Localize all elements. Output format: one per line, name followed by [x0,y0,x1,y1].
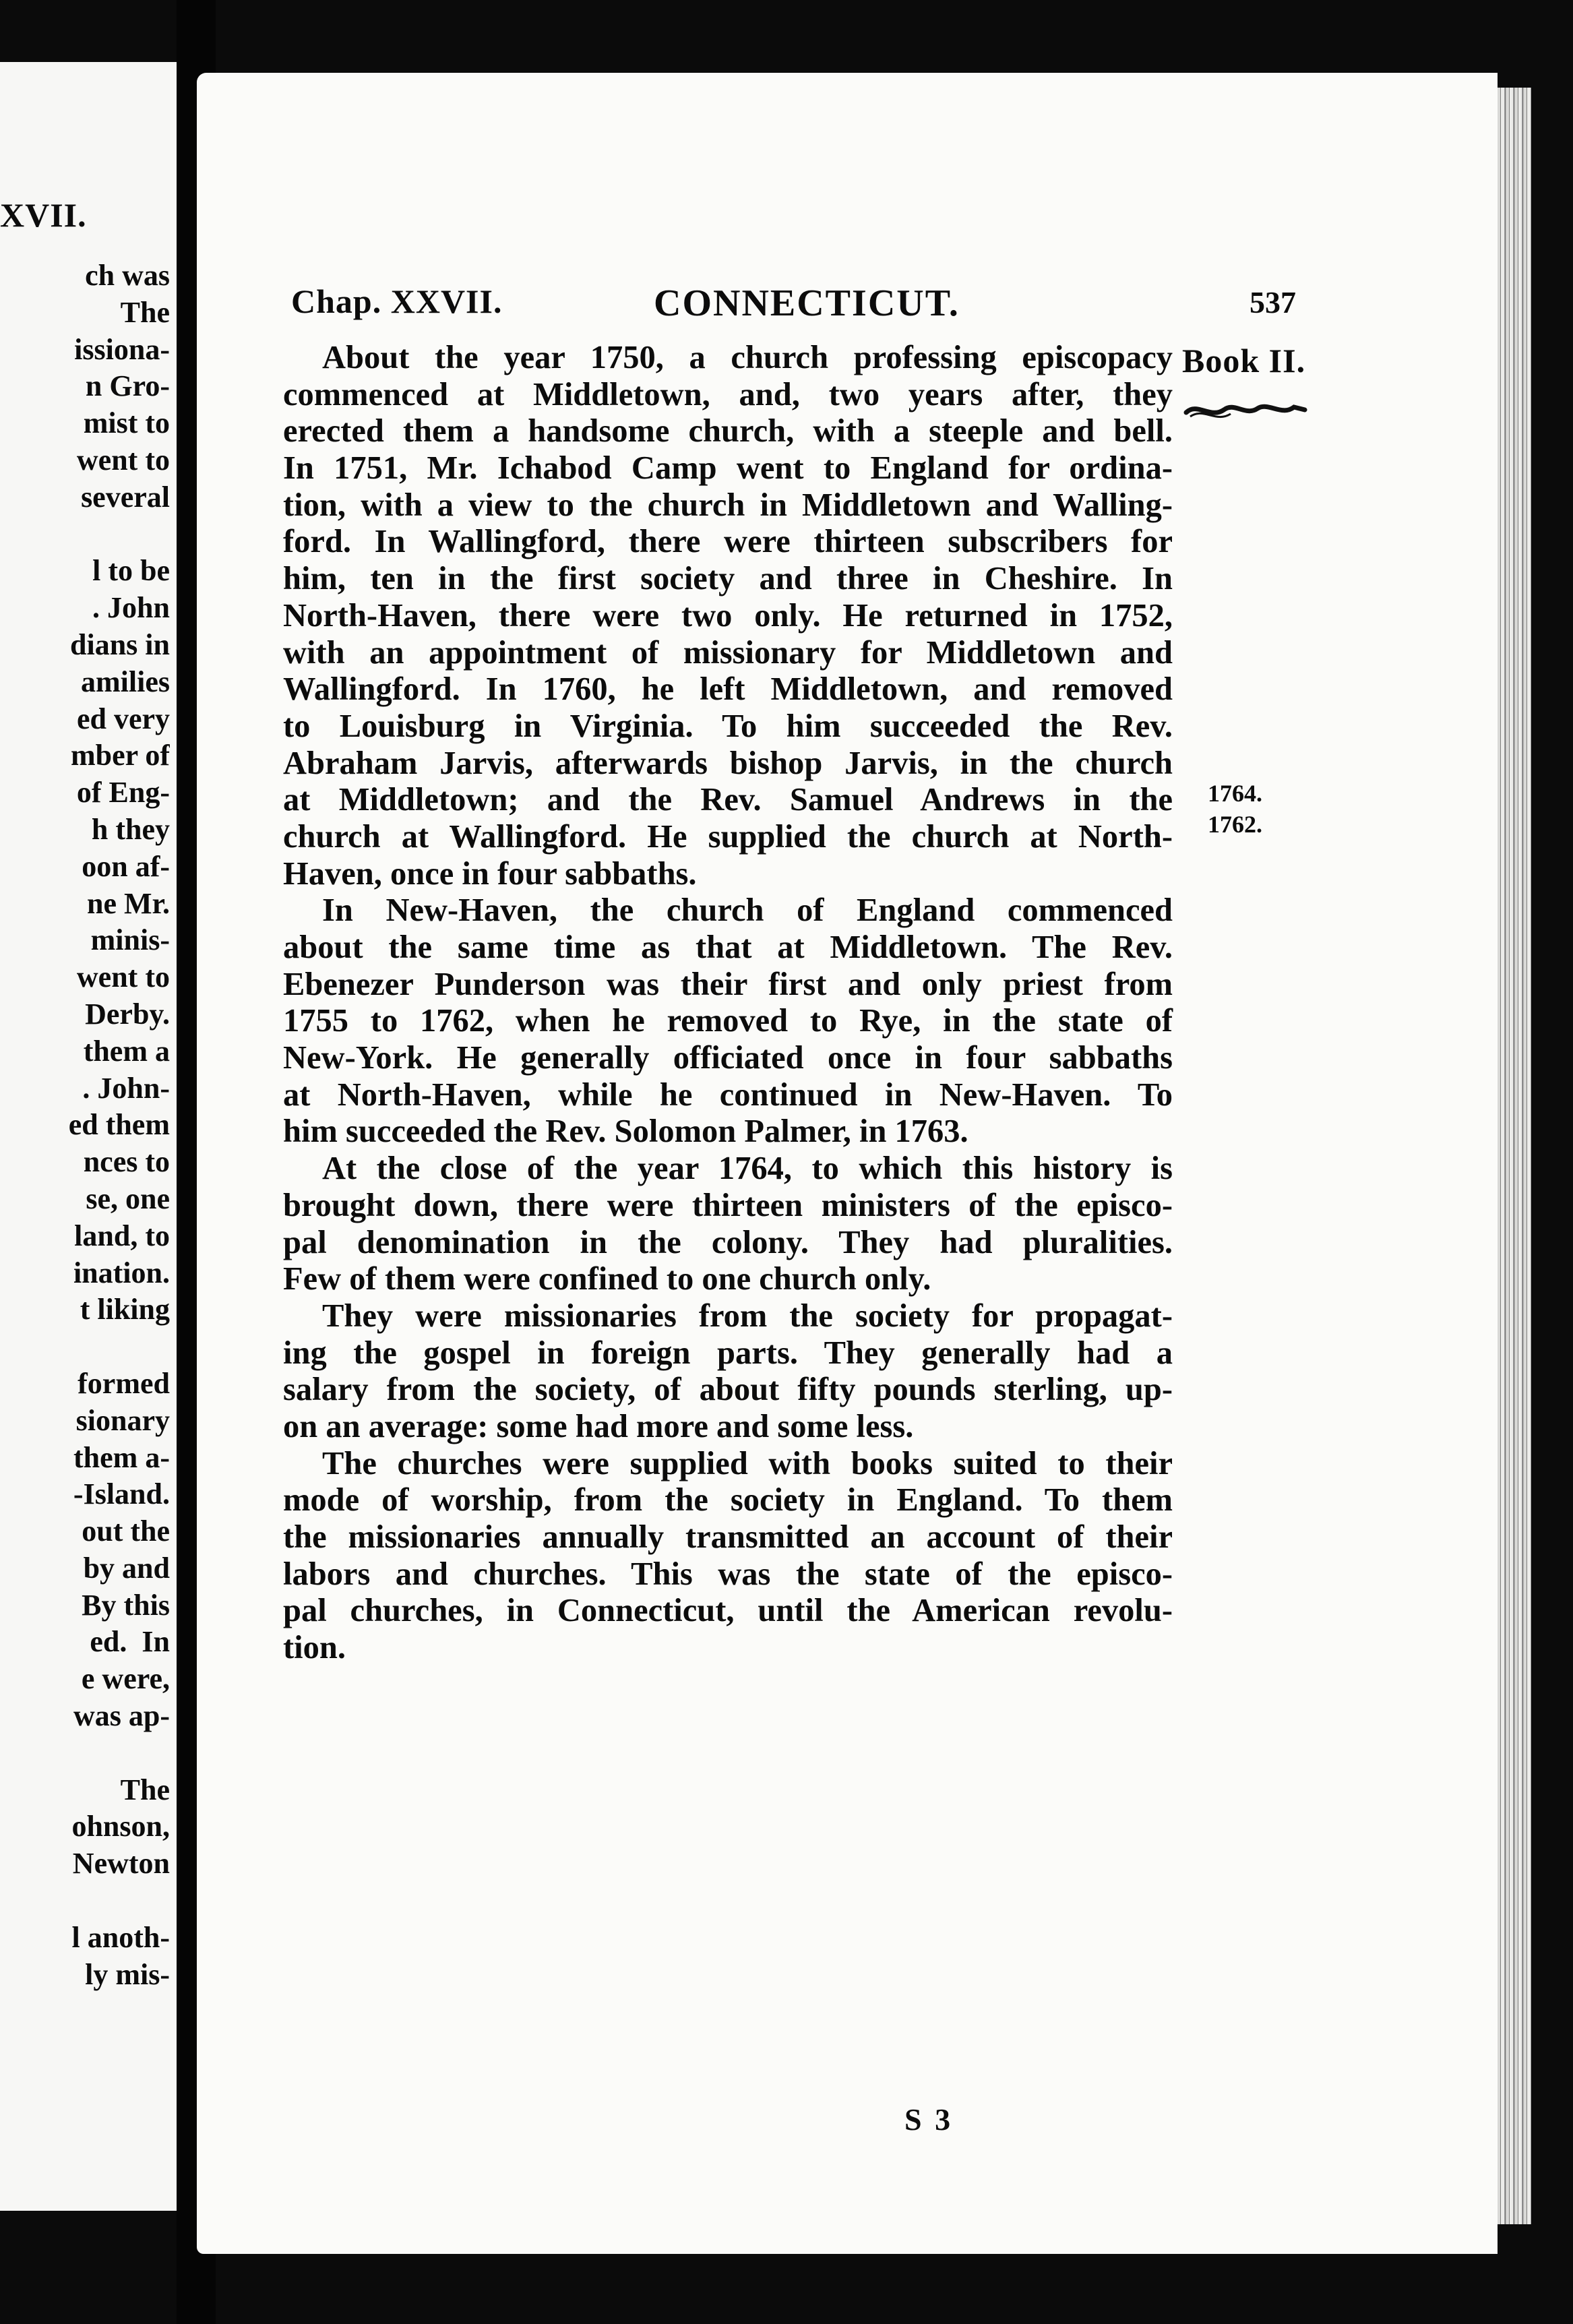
text-line: In 1751, Mr. Ichabod Camp went to England for ordina- [283,450,1173,487]
left-text-line: ed them [68,1108,170,1142]
left-text-line: h they [91,812,170,846]
text-line: salary from the society, of about fifty pounds sterling, up- [283,1372,1173,1408]
left-text-line: formed [78,1366,170,1400]
left-text-line: nces to [83,1145,170,1179]
left-page-text [0,257,170,1993]
text-line: At the close of the year 1764, to which this history is [322,1151,1173,1187]
left-text-line: minis- [90,923,170,957]
page-edges [1492,88,1531,2224]
left-text-line: t liking [80,1293,170,1326]
running-head [197,282,1498,329]
paragraph [283,892,1173,1151]
page-number: 537 [1250,285,1296,319]
left-text-line: land, to [74,1219,170,1252]
text-line: brought down, there were thirteen ministers of the episco- [283,1187,1173,1223]
text-line: at Middletown; and the Rev. Samuel Andrews in the [283,782,1173,818]
left-text-line [0,1735,170,1772]
text-line: pal churches, in Connecticut, until the American revolu- [283,1593,1173,1629]
left-text-line: ination. [73,1256,170,1289]
left-text-line: e were, [81,1662,170,1696]
paragraph [283,1446,1173,1667]
left-text-line: n Gro- [85,369,170,403]
left-text-line: ed. In [90,1625,170,1659]
text-line: commenced at Middletown, and, two years after, they [283,376,1173,412]
left-running-head: XVII. [0,196,87,234]
left-text-line [0,1328,170,1366]
left-text-line: ohnson, [71,1810,170,1843]
left-text-line: -Island. [73,1477,170,1511]
body-text [283,340,1173,1667]
left-text-line: of Eng- [76,776,170,809]
left-text-line: ly mis- [85,1957,170,1991]
left-text-line: went to [76,960,170,994]
left-text-line: mist to [83,406,170,440]
left-text-line: se, one [86,1182,170,1215]
text-line: pal denomination in the colony. They had pluralities. [283,1224,1173,1260]
left-text-line: . John [92,591,170,625]
left-page-fragment [0,62,177,2211]
text-line: Few of them were confined to one church only. [283,1261,931,1297]
left-text-line: ed very [76,702,170,735]
left-text-line: was ap- [73,1699,170,1733]
text-line: About the year 1750, a church professing episcopacy [322,340,1173,375]
left-text-line: by and [83,1551,170,1585]
left-text-line: The [120,1773,170,1806]
left-text-line: several [81,480,170,514]
text-line: to Louisburg in Virginia. To him succeeded the Rev. [283,708,1173,744]
text-line: In New-Haven, the church of England commenced [322,892,1173,929]
left-text-line: amilies [81,665,170,698]
text-line: The churches were supplied with books suited to their [322,1445,1173,1481]
text-line: him, ten in the first society and three in Cheshire. In [283,561,1173,597]
text-line: New-York. He generally officiated once in four sabbaths [283,1040,1173,1076]
margin-date-1: 1764. [1208,780,1262,807]
left-text-line: dians in [70,628,170,661]
text-line: mode of worship, from the society in England. To them [283,1482,1173,1519]
page-title: CONNECTICUT. [654,282,960,324]
flourish-ornament-icon [1183,390,1307,430]
paragraph [283,1298,1173,1446]
left-text-line [0,516,170,553]
text-line: church at Wallingford. He supplied the church at North- [283,818,1173,855]
left-text-line: mber of [70,739,170,772]
left-text-line: l to be [92,554,170,588]
paragraph [283,340,1173,892]
text-line: about the same time as that at Middletown. The Rev. [283,929,1173,965]
left-text-line: issiona- [74,332,170,366]
text-line: Haven, once in four sabbaths. [283,855,697,892]
left-text-line: The [120,295,170,329]
left-text-line [0,1883,170,1920]
text-line: labors and churches. This was the state of the episco- [283,1556,1173,1592]
text-line: Wallingford. In 1760, he left Middletown, and removed [283,671,1173,708]
left-text-line: oon af- [82,849,170,883]
text-line: ing the gospel in foreign parts. They generally had a [283,1335,1173,1371]
text-line: with an appointment of missionary for Middletown and [283,634,1173,671]
text-line: at North-Haven, while he continued in New-Haven. To [283,1076,1173,1113]
left-text-line: out the [82,1515,170,1548]
text-line: Abraham Jarvis, afterwards bishop Jarvis, in the church [283,745,1173,781]
margin-dates [1208,778,1262,840]
margin-book-label: Book II. [1182,342,1306,379]
right-page [197,73,1498,2254]
left-text-line: By this [82,1588,170,1622]
text-line: on an average: some had more and some less. [283,1408,914,1444]
text-line: North-Haven, there were two only. He returned in 1752, [283,597,1173,634]
left-text-line: . John- [82,1071,170,1105]
left-text-line: went to [76,443,170,477]
signature-mark: S 3 [904,2102,954,2137]
left-text-line: Derby. [85,997,170,1031]
left-text-line: them a [83,1034,170,1068]
left-text-line: Newton [72,1847,170,1880]
text-line: 1755 to 1762, when he removed to Rye, in the state of [283,1003,1173,1039]
left-text-line: sionary [75,1403,170,1437]
left-text-line: ne Mr. [86,886,170,920]
text-line: tion. [283,1630,346,1666]
text-line: erected them a handsome church, with a steeple and bell. [283,413,1173,450]
text-line: the missionaries annually transmitted an account of their [283,1519,1173,1555]
left-text-line: l anoth- [71,1920,170,1954]
margin-date-2: 1762. [1208,811,1262,838]
left-text-line: them a- [73,1440,170,1474]
text-line: tion, with a view to the church in Middletown and Walling- [283,487,1173,523]
left-text-line: ch was [85,259,170,292]
text-line: him succeeded the Rev. Solomon Palmer, in 1763. [283,1113,968,1150]
paragraph [283,1151,1173,1298]
chapter-heading: Chap. XXVII. [291,282,503,320]
text-line: They were missionaries from the society for propagat- [322,1297,1173,1334]
text-line: Ebenezer Punderson was their first and only priest from [283,966,1173,1002]
text-line: ford. In Wallingford, there were thirteen subscribers for [283,524,1173,560]
